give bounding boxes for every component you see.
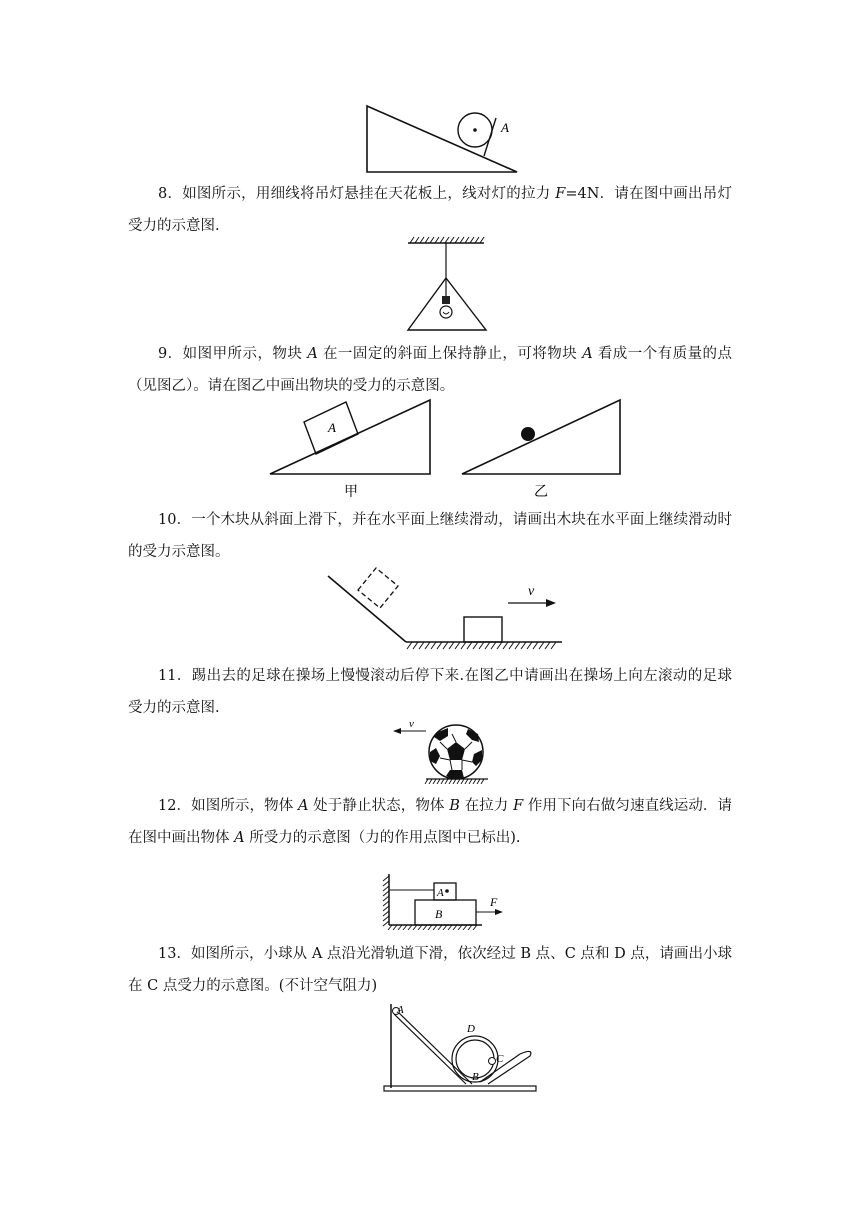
- label-b: B: [435, 907, 443, 921]
- caption-jia: 甲: [344, 485, 358, 500]
- cylinder-axle: [473, 128, 477, 132]
- question-10: [128, 504, 732, 568]
- label-a: A: [437, 887, 444, 899]
- question-variable: A: [307, 346, 318, 362]
- question-number: 13．: [158, 946, 191, 962]
- label-b: B: [472, 1071, 479, 1083]
- figure-cylinder-on-incline: [362, 100, 522, 174]
- question-text: 如图所示，物体: [191, 798, 298, 814]
- question-text: 所受力的示意图（力的作用点图中已标出).: [244, 830, 521, 846]
- question-number: 10．: [158, 512, 192, 528]
- figure-soccer-ball: [388, 714, 492, 784]
- figure-incline-pair: [262, 392, 642, 504]
- question-text: 如图所示，小球从 A 点沿光滑轨道下滑，依次经过 B 点、C 点和 D 点，请画出小球在 C 点受力的示意图。(不计空气阻力): [128, 946, 732, 994]
- question-number: 11．: [158, 668, 192, 684]
- ground-hatching: [425, 779, 484, 784]
- question-number: 9．: [158, 346, 183, 362]
- figure-sliding-block: [320, 562, 566, 658]
- caption-yi: 乙: [534, 485, 548, 500]
- slope: [328, 576, 406, 642]
- figure-hanging-lamp: [402, 232, 492, 332]
- question-text: 如图甲所示，物块: [182, 346, 308, 362]
- question-variable: F: [513, 798, 524, 814]
- question-text: =4N．请在图中画出吊灯受力的示意图.: [128, 186, 732, 234]
- incline-triangle: [367, 106, 517, 172]
- question-text: 踢出去的足球在操场上慢慢滚动后停下来.在图乙中请画出在操场上向左滚动的足球受力的示意图.: [128, 668, 733, 716]
- question-number: 8．: [158, 186, 183, 202]
- force-arrowhead: [495, 909, 503, 915]
- question-number: 12．: [158, 798, 192, 814]
- question-text: 一个木块从斜面上滑下，并在水平面上继续滑动，请画出木块在水平面上继续滑动时的受力示意图。: [128, 512, 733, 560]
- question-text: 看成一个有质量的点（见图乙）。请在图乙中画出物块的受力的示意图。: [128, 346, 733, 394]
- lamp-bulb: [440, 306, 452, 318]
- label-a: A: [397, 1004, 404, 1016]
- figure-stacked-blocks: [378, 870, 508, 930]
- question-variable: B: [449, 798, 460, 814]
- track-exit: [480, 1051, 531, 1084]
- block-a-force-point: [445, 889, 449, 893]
- block-on-floor: [464, 617, 502, 642]
- track-ramp-outer: [394, 1014, 466, 1084]
- figure-loop-track: [380, 1000, 542, 1096]
- incline-left: [270, 400, 430, 474]
- question-text: 如图所示，用细线将吊灯悬挂在天花板上，线对灯的拉力: [182, 186, 556, 202]
- question-13: [128, 938, 732, 1002]
- question-variable: A: [234, 830, 245, 846]
- lamp-filament: [443, 312, 449, 314]
- velocity-arrowhead: [546, 599, 556, 607]
- question-variable: A: [298, 798, 309, 814]
- question-variable: F: [555, 186, 566, 202]
- point-mass: [521, 427, 535, 441]
- wall-hatching: [383, 876, 389, 926]
- label-a: A: [501, 120, 509, 135]
- block-b: [415, 900, 476, 925]
- support-line: [484, 118, 496, 156]
- ceiling-hatching: [410, 237, 484, 243]
- velocity-label: v: [528, 584, 535, 599]
- label-c: C: [496, 1053, 504, 1065]
- ball-at-c: [489, 1058, 496, 1065]
- velocity-arrowhead: [393, 728, 401, 734]
- label-f: F: [490, 895, 498, 909]
- label-d: D: [467, 1023, 475, 1035]
- floor-hatching: [407, 642, 556, 649]
- block-label: A: [328, 420, 336, 435]
- track-ramp-inner: [398, 1012, 472, 1084]
- question-text: 处于静止状态，物体: [308, 798, 450, 814]
- block-dashed-on-slope: [358, 568, 398, 608]
- question-text: 在拉力: [459, 798, 514, 814]
- question-12: [128, 790, 732, 854]
- soccer-ball: [429, 725, 483, 779]
- question-text: 在一固定的斜面上保持静止，可将物块: [317, 346, 583, 362]
- incline-right: [462, 400, 620, 474]
- lamp-socket: [442, 296, 450, 304]
- velocity-label: v: [409, 718, 414, 730]
- question-variable: A: [582, 346, 593, 362]
- base: [384, 1086, 536, 1091]
- question-text: 作用下向右做匀速直线运动．请在图中画出物体: [128, 798, 733, 846]
